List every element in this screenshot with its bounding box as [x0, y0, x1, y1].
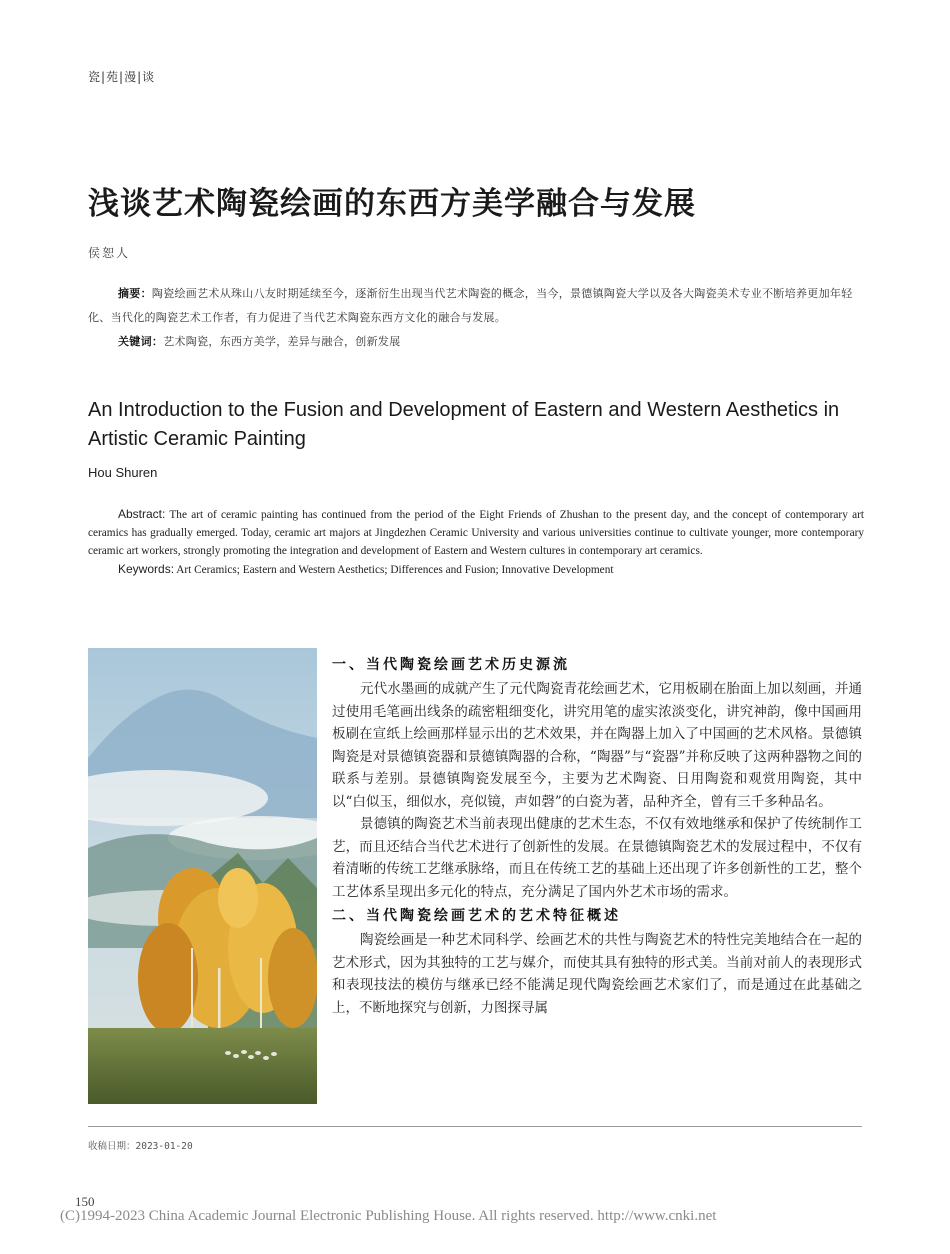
keywords-cn-text: 艺术陶瓷，东西方美学，差异与融合，创新发展	[163, 335, 401, 348]
abstract-cn-paragraph	[88, 282, 864, 330]
keywords-cn-label: 关键词：	[118, 335, 164, 348]
author-en: Hou Shuren	[88, 465, 158, 480]
section-1-heading: 一、当代陶瓷绘画艺术历史源流	[332, 657, 570, 673]
section-2-paragraph-1: 陶瓷绘画是一种艺术同科学、绘画艺术的共性与陶瓷艺术的特性完美地结合在一起的艺术形式，因为其独特的工艺与媒介，而使其具有独特的形式美。当前对前人的表现形式和表现技法的模仿与继承已经不能满足现代陶瓷绘画艺术家们了，而是通过在此基础之上，不断地探究与创新，力图探寻属	[332, 932, 862, 1016]
abstract-en	[88, 505, 864, 579]
abstract-en-label: Abstract:	[118, 507, 166, 521]
keywords-en-paragraph	[88, 560, 864, 579]
section-1-paragraph-1: 元代水墨画的成就产生了元代陶瓷青花绘画艺术，它用板刷在胎面上加以刻画，并通过使用毛笔画出线条的疏密粗细变化，讲究用笔的虚实浓淡变化，讲究神韵，像中国画用板刷在宣纸上绘画那样显示出的艺术效果，并在陶器上加入了中国画的艺术风格。景德镇陶瓷是对景德镇瓷器和景德镇陶器的合称，“陶器”与“瓷器”并称反映了这两种器物之间的联系与差别。景德镇陶瓷发展至今，主要为艺术陶瓷、日用陶瓷和观赏用陶瓷，其中以“白似玉，细似水，亮似镜，声如磬”的白瓷为著，品种齐全，曾有三千多种品名。	[332, 681, 862, 810]
abstract-cn	[88, 282, 864, 354]
abstract-en-text: The art of ceramic painting has continued from the period of the Eight Friends of Zhushan to the present day, and the concept of contemporary art ceramics has gradually emerged. Today, ceramic art majors at Jingdezhen Ceramic University and various universities continue to cultivate younger, more contemporary ceramic art workers, strongly promoting the integration and development of Eastern and Western cultures in contemporary art ceramics.	[88, 509, 864, 557]
section-2-heading: 二、当代陶瓷绘画艺术的艺术特征概述	[332, 908, 621, 924]
article-title-en: An Introduction to the Fusion and Development of Eastern and Western Aesthetics in Artistic Ceramic Painting	[88, 399, 840, 450]
abstract-cn-label: 摘要：	[118, 287, 152, 300]
abstract-cn-text: 陶瓷绘画艺术从珠山八友时期延续至今，逐渐衍生出现当代艺术陶瓷的概念，当今，景德镇陶瓷大学以及各大陶瓷美术专业不断培养更加年轻化、当代化的陶瓷艺术工作者，有力促进了当代艺术陶瓷东西方文化的融合与发展。	[88, 287, 853, 324]
column-header: 瓷|苑|漫|谈	[88, 70, 156, 84]
author-cn: 侯恕人	[88, 246, 131, 260]
section-1-paragraph-2: 景德镇的陶瓷艺术当前表现出健康的艺术生态，不仅有效地继承和保护了传统制作工艺，而且还结合当代艺术进行了创新性的发展。在景德镇陶瓷艺术的发展过程中，不仅有着清晰的传统工艺继承脉络，而且在传统工艺的基础上还出现了许多创新性的工艺，整个工艺体系呈现出多元化的特点，充分满足了国内外艺术市场的需求。	[332, 816, 862, 900]
ceramic-painting-image	[88, 648, 317, 1104]
keywords-en-label: Keywords:	[118, 562, 175, 576]
keywords-en-text: Art Ceramics; Eastern and Western Aesthetics; Differences and Fusion; Innovative Development	[174, 564, 614, 576]
landscape-painting-illustration	[88, 648, 317, 1104]
footnote-divider	[88, 1126, 862, 1127]
keywords-cn-paragraph	[88, 330, 864, 354]
article-title-cn: 浅谈艺术陶瓷绘画的东西方美学融合与发展	[88, 186, 696, 222]
page-number: 150	[75, 1194, 95, 1209]
copyright-watermark: (C)1994-2023 China Academic Journal Electronic Publishing House. All rights reserved. http://www.cnki.net	[60, 1208, 717, 1224]
abstract-en-paragraph	[88, 505, 864, 560]
article-body	[332, 652, 862, 1019]
received-date: 收稿日期：2023-01-20	[88, 1141, 193, 1152]
